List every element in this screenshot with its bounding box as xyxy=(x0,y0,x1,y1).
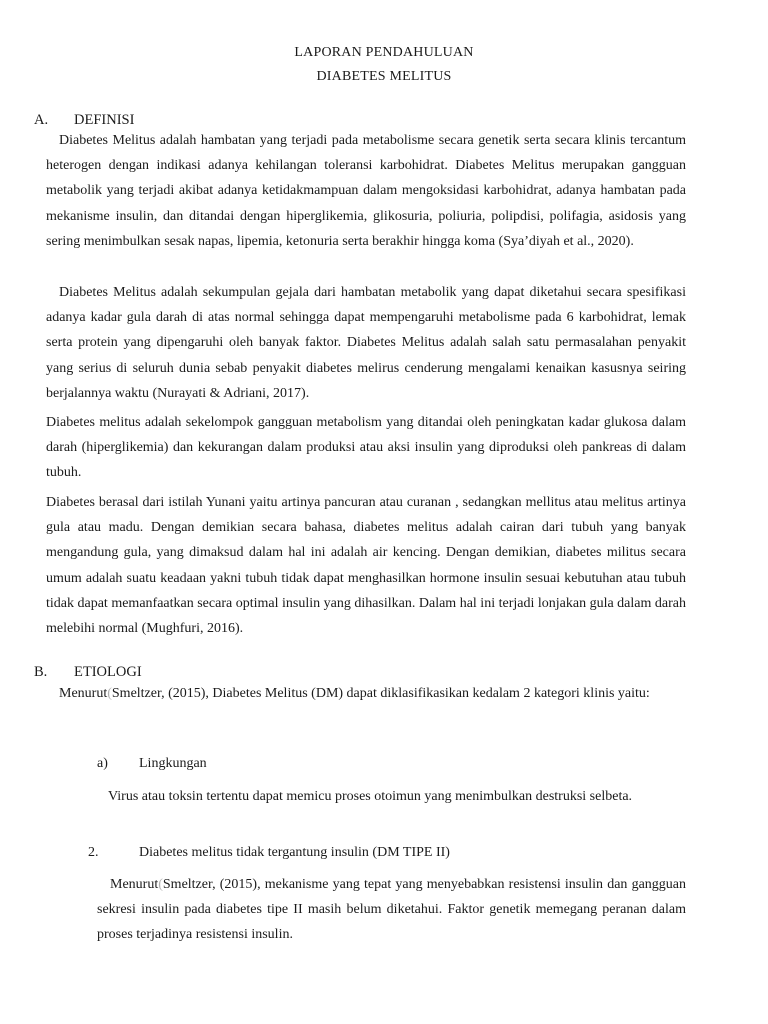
item-2-word: Menurut xyxy=(110,877,159,892)
item-a-title: Lingkungan xyxy=(139,756,207,771)
definisi-paragraph-2: Diabetes Melitus adalah sekumpulan gejala dari hambatan metabolik yang dapat diketahui secara spesifikasi adanya kadar gula darah di atas normal sehingga dapat mempengaruhi metabolisme pada 6 karbohidrat, lemak serta protein yang dipengaruhi oleh banyak faktor. Diabetes Melitus adalah salah satu permasalahan penyakit yang serius di seluruh dunia sebab penyakit diabetes melirus cenderung mengalami kenaikan kasusnya seiring berjalannya waktu (Nurayati & Adriani, 2017). xyxy=(46,285,686,401)
etiologi-intro-paragraph xyxy=(46,681,686,706)
item-a-heading xyxy=(97,754,207,774)
item-2-bracket: ( xyxy=(158,877,163,892)
section-a-title: DEFINISI xyxy=(74,112,135,128)
document-title-line2: DIABETES MELITUS xyxy=(316,69,452,84)
item-2-rest: Smeltzer, (2015), mekanisme yang tepat yang menyebabkan resistensi insulin dan gangguan sekresi insulin pada diabetes tipe II masih belum diketahui. Faktor genetik memegang peranan dalam proses terjadinya resistensi insulin. xyxy=(97,877,686,943)
section-b-heading xyxy=(34,662,142,682)
section-a-number: A. xyxy=(34,112,49,128)
etiologi-intro-rest: Smeltzer, (2015), Diabetes Melitus (DM) dapat diklasifikasikan kedalam 2 kategori klinis yaitu: xyxy=(111,686,650,701)
section-b-title: ETIOLOGI xyxy=(74,664,142,680)
definisi-paragraph-3: Diabetes melitus adalah sekelompok gangguan metabolism yang ditandai oleh peningkatan kadar glukosa dalam darah (hiperglikemia) dan kekurangan dalam produksi atau aksi insulin yang diproduksi oleh pankreas di dalam tubuh. xyxy=(46,415,686,481)
definisi-paragraph-1: Diabetes Melitus adalah hambatan yang terjadi pada metabolisme secara genetik serta secara klinis tercantum heterogen dengan indikasi adanya kehilangan toleransi karbohidrat. Diabetes Melitus merupakan gangguan metabolik yang terjadi akibat adanya ketidakmampuan dalam mengoksidasi karbohidrat, adanya hambatan pada mekanisme insulin, dan ditandai dengan hiperglikemia, glikosuria, poliuria, polipdisi, polifagia, asidosis yang sering menimbulkan sesak napas, lipemia, ketonuria serta berakhir hingga koma (Sya’diyah et al., 2020). xyxy=(46,133,686,249)
item-2-heading xyxy=(88,843,450,863)
definisi-paragraph-4: Diabetes berasal dari istilah Yunani yaitu artinya pancuran atau curanan , sedangkan mellitus atau melitus artinya gula atau madu. Dengan demikian secara bahasa, diabetes melitus adalah cairan dari tubuh yang banyak mengandung gula, yang dimaksud dalam hal ini adalah air kencing. Dengan demikian, diabetes militus secara umum adalah suatu keadaan yakni tubuh tidak dapat menghasilkan hormone insulin sesuai kebutuhan atau tubuh tidak dapat memanfaatkan secara optimal insulin yang dihasilkan. Dalam hal ini terjadi lonjakan gula dalam darah melebihi normal (Mughfuri, 2016). xyxy=(46,495,686,637)
item-a-paragraph: Virus atau toksin tertentu dapat memicu proses otoimun yang menimbulkan destruksi selbeta. xyxy=(108,789,633,804)
item-2-paragraph xyxy=(97,872,686,948)
section-b-number: B. xyxy=(34,664,48,680)
etiologi-intro-bracket: ( xyxy=(107,686,112,701)
document-title-line1: LAPORAN PENDAHULUAN xyxy=(294,45,474,60)
etiologi-intro-word: Menurut xyxy=(59,686,108,701)
section-a-heading xyxy=(34,110,134,130)
item-a-marker: a) xyxy=(97,756,108,771)
item-2-title: Diabetes melitus tidak tergantung insulin (DM TIPE II) xyxy=(139,845,450,860)
item-2-marker: 2. xyxy=(88,845,99,860)
